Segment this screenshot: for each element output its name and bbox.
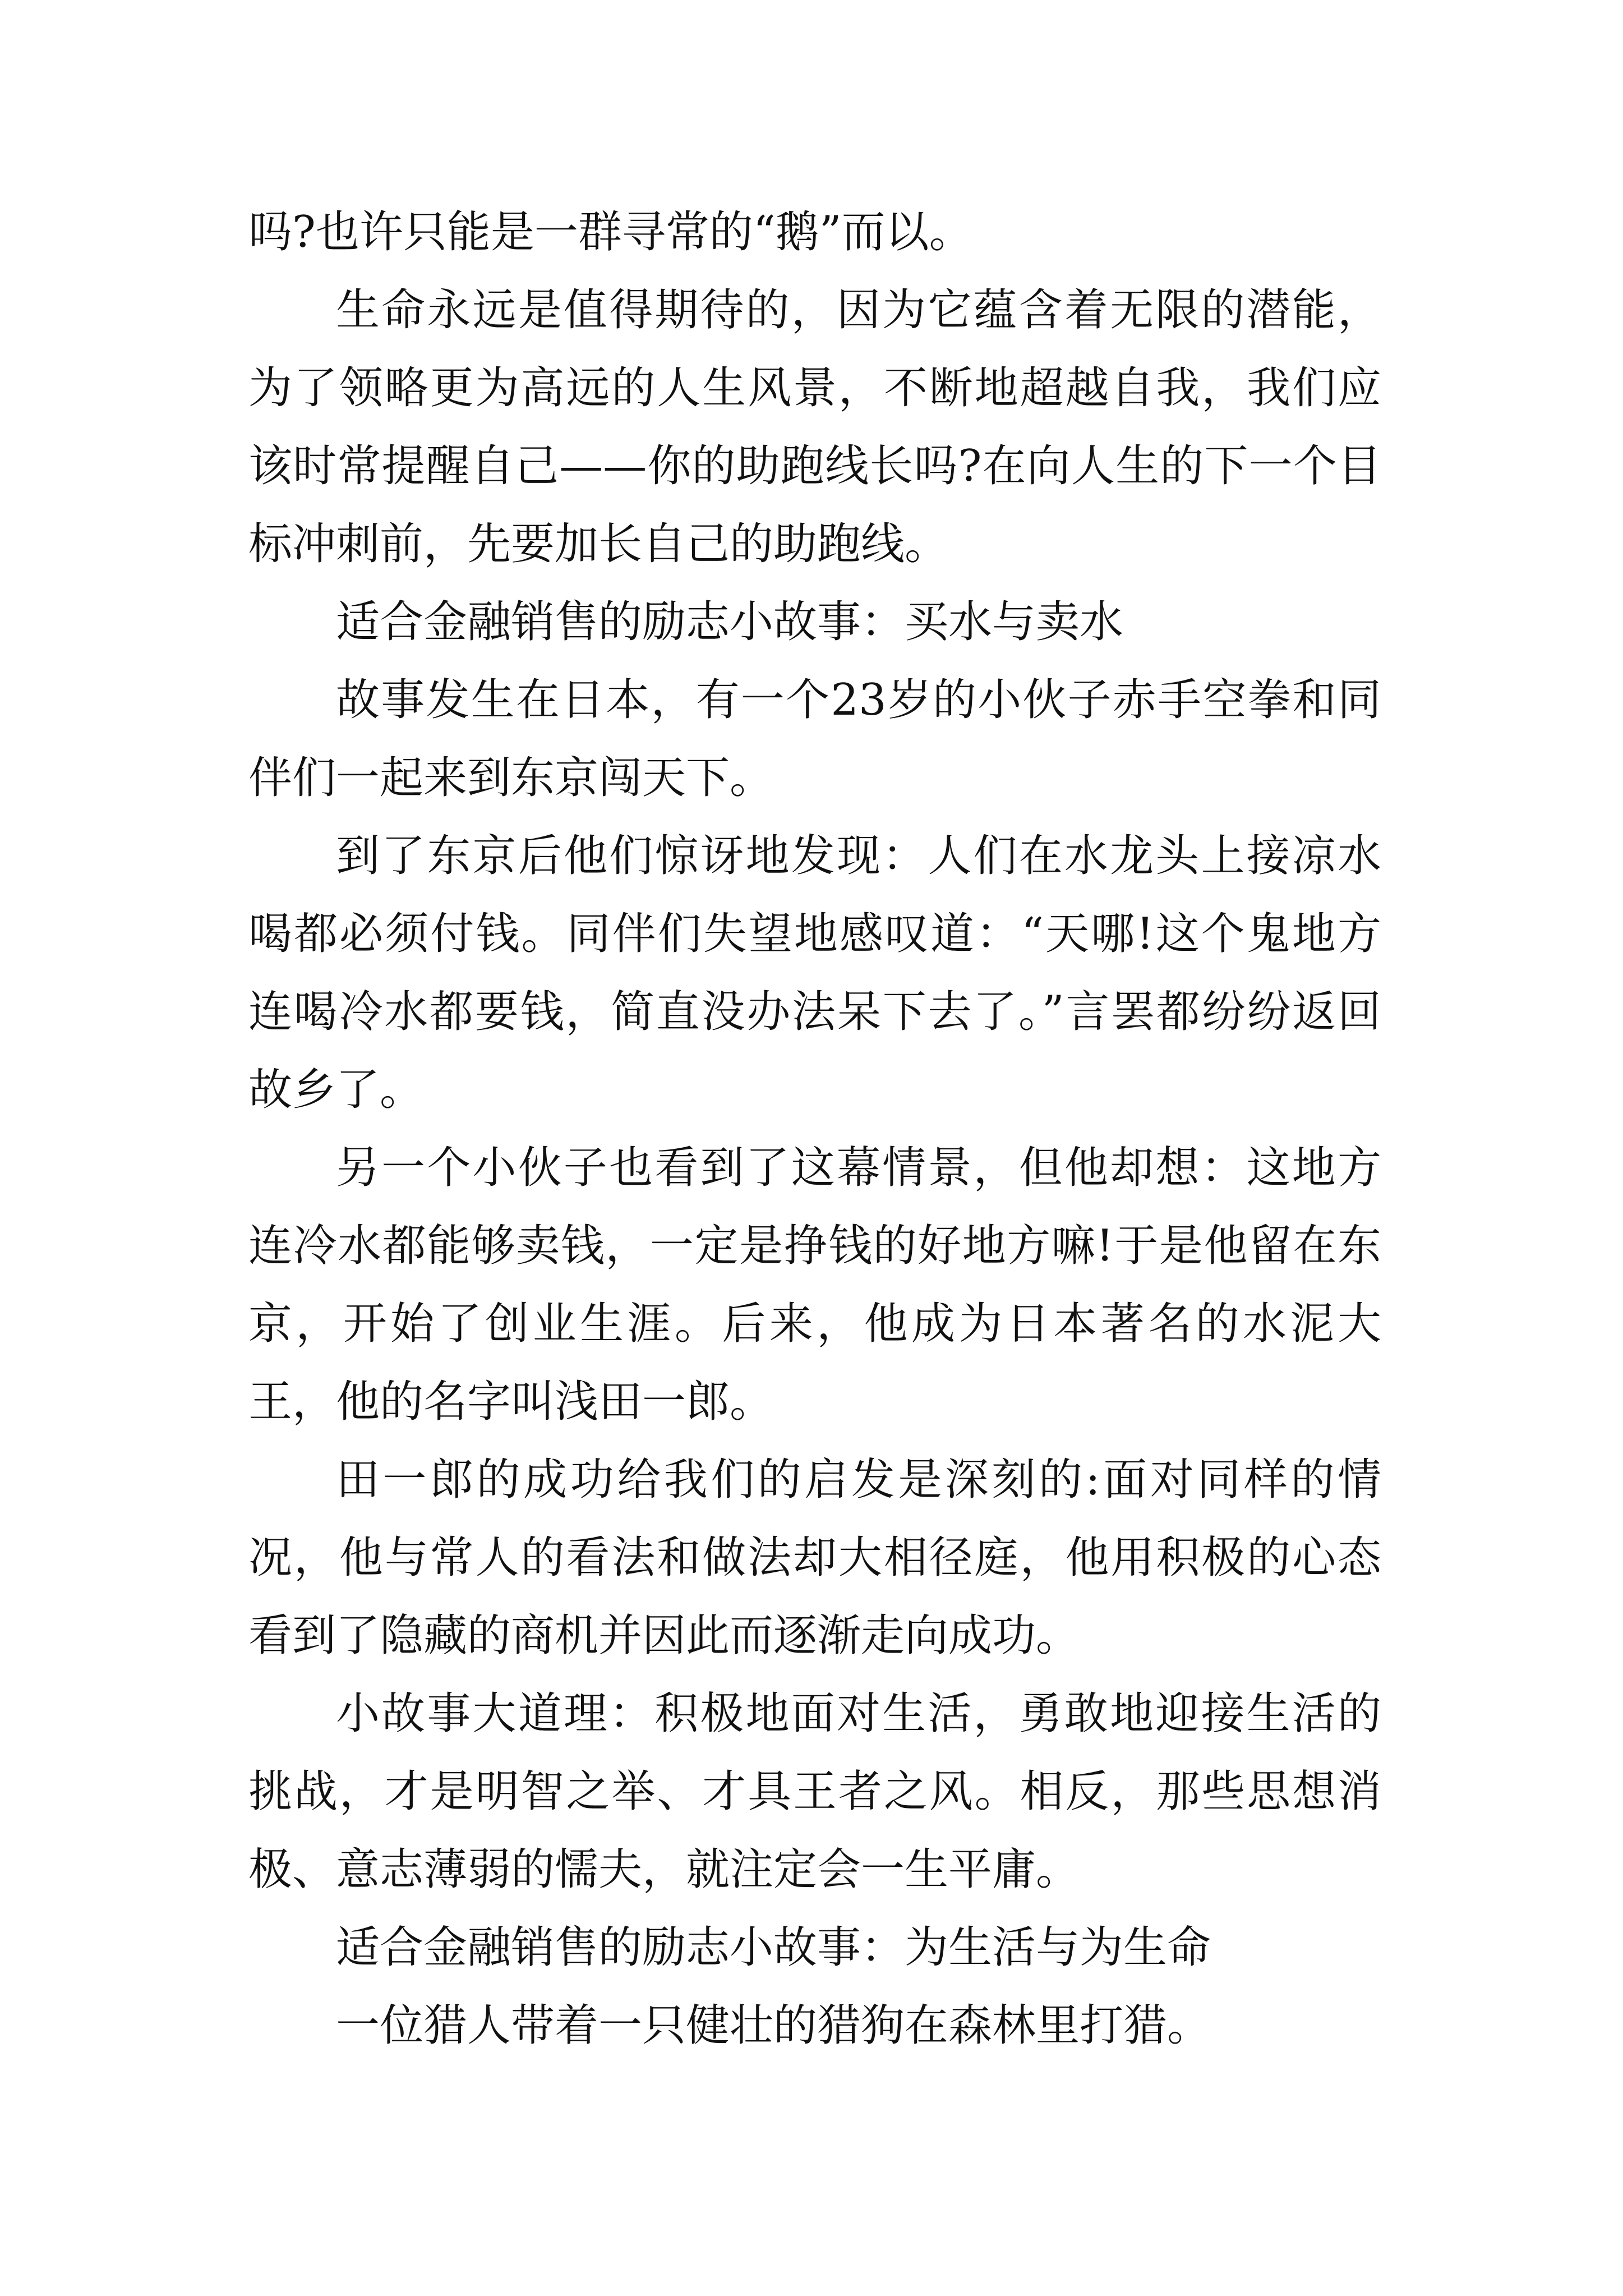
paragraph-4: 到了东京后他们惊讶地发现：人们在水龙头上接凉水喝都必须付钱。同伴们失望地感叹道：“天哪!这个鬼地方连喝冷水都要钱，简直没办法呆下去了。”言罢都纷纷返回故乡了。	[248, 831, 1381, 1115]
paragraph-6: 田一郎的成功给我们的启发是深刻的:面对同样的情况，他与常人的看法和做法却大相径庭，他用积极的心态看到了隐藏的商机并因此而逐渐走向成功。	[248, 1455, 1381, 1661]
paragraph-1: 吗?也许只能是一群寻常的“鹅”而以。	[248, 207, 973, 257]
document-body	[248, 194, 1381, 2065]
paragraph-2: 生命永远是值得期待的，因为它蕴含着无限的潜能，为了领略更为高远的人生风景，不断地超越自我，我们应该时常提醒自己——你的助跑线长吗?在向人生的下一个目标冲刺前，先要加长自己的助跑线。	[248, 285, 1381, 569]
paragraph-5: 另一个小伙子也看到了这幕情景，但他却想：这地方连冷水都能够卖钱，一定是挣钱的好地方嘛!于是他留在东京，开始了创业生涯。后来，他成为日本著名的水泥大王，他的名字叫浅田一郎。	[248, 1143, 1381, 1427]
section-heading-1: 适合金融销售的励志小故事：买水与卖水	[336, 597, 1124, 647]
section-heading-2: 适合金融销售的励志小故事：为生活与为生命	[336, 1922, 1211, 1973]
paragraph-8: 一位猎人带着一只健壮的猎狗在森林里打猎。	[336, 2000, 1211, 2051]
paragraph-7: 小故事大道理：积极地面对生活，勇敢地迎接生活的挑战，才是明智之举、才具王者之风。相反，那些思想消极、意志薄弱的懦夫，就注定会一生平庸。	[248, 1688, 1381, 1895]
paragraph-3: 故事发生在日本，有一个23岁的小伙子赤手空拳和同伴们一起来到东京闯天下。	[248, 675, 1381, 803]
